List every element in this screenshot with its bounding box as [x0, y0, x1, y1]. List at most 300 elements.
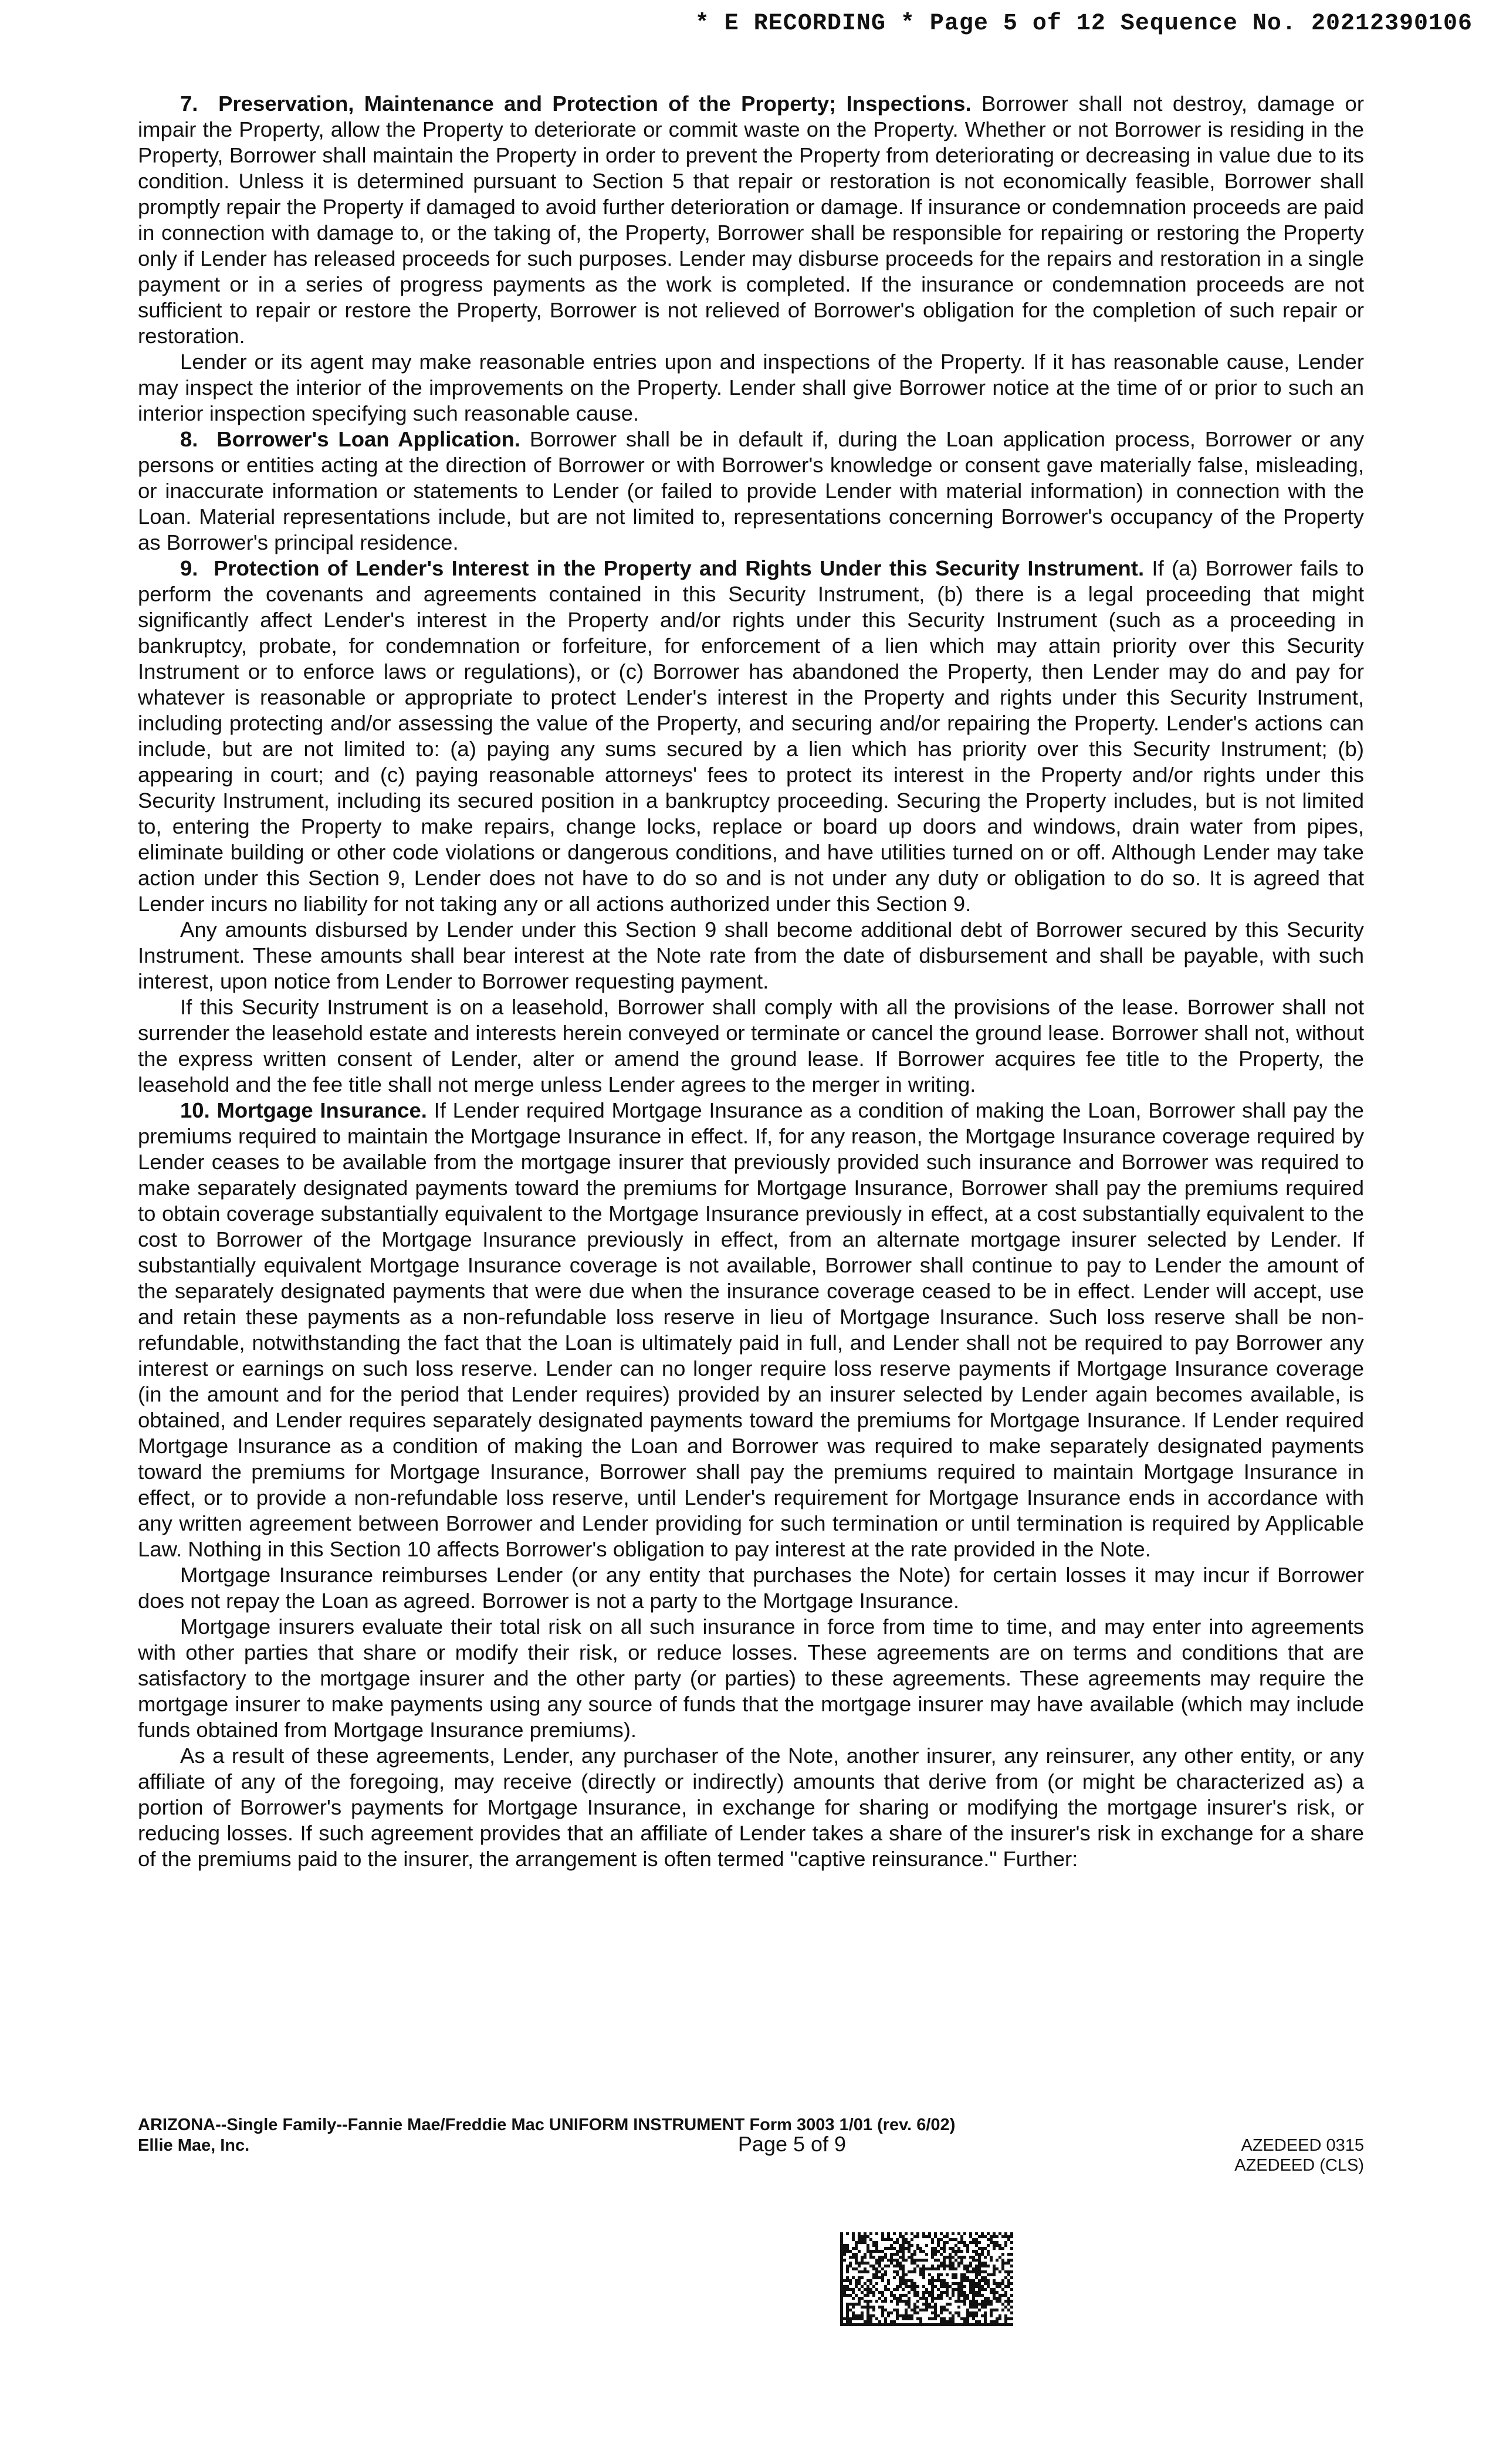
barcode-module	[943, 2241, 946, 2244]
barcode-module	[899, 2282, 902, 2285]
barcode-module	[960, 2241, 963, 2244]
barcode-module	[899, 2256, 902, 2259]
barcode-module	[957, 2323, 960, 2326]
barcode-module	[949, 2320, 952, 2323]
barcode-module	[881, 2291, 884, 2294]
barcode-module	[849, 2294, 852, 2297]
barcode-module	[869, 2279, 872, 2282]
barcode-module	[1004, 2235, 1007, 2238]
barcode-module	[913, 2288, 916, 2291]
section-10-paragraph-4: As a result of these agreements, Lender, any purchaser of the Note, another insurer, any reinsurer, any other entity, or any affiliate of any of the foregoing, may receive (directly or indirectly) amounts that derive from (or might be characterized as) a portion of Borrower's payments for Mortgage Insurance, in exchange for sharing or modifying the mortgage insurer's risk, or reducing losses. If such agreement provides that an affiliate of Lender takes a share of the insurer's risk in exchange for a share of the premiums paid to the insurer, the arrangement is often termed "captive reinsurance." Further:	[138, 1744, 1364, 1871]
barcode-module	[905, 2314, 908, 2317]
barcode-module	[1007, 2297, 1010, 2300]
barcode-module	[861, 2323, 864, 2326]
barcode-module	[966, 2294, 969, 2297]
barcode-module	[1001, 2279, 1004, 2282]
barcode-module	[952, 2262, 955, 2265]
barcode-module	[905, 2303, 908, 2306]
barcode-module	[952, 2323, 955, 2326]
barcode-module	[890, 2244, 893, 2247]
barcode-module	[869, 2238, 872, 2241]
barcode-module	[1001, 2259, 1004, 2262]
barcode-module	[911, 2244, 913, 2247]
barcode-module	[943, 2291, 946, 2294]
barcode-module	[864, 2262, 867, 2265]
barcode-module	[849, 2320, 852, 2323]
barcode-module	[960, 2317, 963, 2320]
barcode-module	[855, 2294, 858, 2297]
barcode-module	[963, 2276, 966, 2279]
barcode-module	[996, 2244, 999, 2247]
barcode-module	[949, 2253, 952, 2256]
section-10-number: 10.	[180, 1098, 210, 1122]
barcode-module	[975, 2259, 978, 2262]
barcode-module	[931, 2256, 934, 2259]
barcode-module	[987, 2300, 990, 2303]
barcode-module	[999, 2232, 1001, 2235]
barcode-module	[916, 2311, 919, 2314]
barcode-module	[875, 2247, 878, 2250]
barcode-module	[884, 2317, 887, 2320]
barcode-module	[987, 2323, 990, 2326]
barcode-module	[934, 2235, 937, 2238]
barcode-module	[896, 2297, 899, 2300]
barcode-module	[890, 2259, 893, 2262]
barcode-module	[957, 2306, 960, 2309]
barcode-module	[896, 2270, 899, 2273]
barcode-module	[913, 2294, 916, 2297]
barcode-module	[960, 2276, 963, 2279]
barcode-module	[846, 2250, 849, 2253]
barcode-module	[840, 2309, 843, 2311]
barcode-module	[911, 2323, 913, 2326]
section-9-text: If (a) Borrower fails to perform the covenants and agreements contained in this Security Instrument, (b) there is a legal proceeding that might significantly affect Lender's interest in the Property and/or rights under this Security Instrument (such as a proceeding in bankruptcy, probate, for condemnation or forfeiture, for enforcement of a lien which may attain priority over this Security Instrument or to enforce laws or regulations), or (c) Borrower has abandoned the Property, then Lender may do and pay for whatever is reasonable or appropriate to protect Lender's interest in the Property and rights under this Security Instrument, including protecting and/or assessing the value of the Property, and securing and/or repairing the Property. Lender's actions can include, but are not limited to: (a) paying any sums secured by a lien which has priority over this Security Instrument; (b) appearing in court; and (c) paying reasonable attorneys' fees to protect its interest in the Property and/or rights under this Security Instrument, including its secured position in a bankruptcy proceeding. Securing the Property includes, but is not limited to, entering the Property to make repairs, change locks, replace or board up doors and windows, drain water from pipes, eliminate building or other code violations or dangerous conditions, and have utilities turned on or off. Although Lender may take action under this Section 9, Lender does not have to do so and is not under any duty or obligation to do so. It is agreed that Lender incurs no liability for not taking any or all actions authorized under this Section 9.	[138, 556, 1364, 916]
barcode-module	[946, 2265, 949, 2267]
barcode-module	[884, 2285, 887, 2288]
barcode-module	[946, 2273, 949, 2276]
barcode-module	[855, 2247, 858, 2250]
barcode-module	[1010, 2323, 1013, 2326]
barcode-module	[934, 2297, 937, 2300]
barcode-module	[869, 2300, 872, 2303]
barcode-module	[966, 2267, 969, 2270]
barcode-module	[993, 2267, 996, 2270]
barcode-module	[931, 2291, 934, 2294]
barcode-module	[925, 2288, 928, 2291]
barcode-module	[957, 2232, 960, 2235]
barcode-module	[867, 2279, 869, 2282]
barcode-module	[966, 2279, 969, 2282]
barcode-module	[893, 2276, 896, 2279]
barcode-module	[896, 2311, 899, 2314]
barcode-module	[922, 2235, 925, 2238]
barcode-module	[1007, 2279, 1010, 2282]
barcode-module	[952, 2320, 955, 2323]
barcode-module	[975, 2265, 978, 2267]
barcode-module	[969, 2303, 972, 2306]
barcode-module	[928, 2282, 931, 2285]
barcode-module	[960, 2282, 963, 2285]
barcode-module	[990, 2259, 993, 2262]
section-7-title: Preservation, Maintenance and Protection of the Property; Inspections.	[218, 92, 972, 116]
barcode-module	[1007, 2323, 1010, 2326]
barcode-module	[969, 2279, 972, 2282]
barcode-module	[949, 2297, 952, 2300]
barcode-module	[978, 2247, 981, 2250]
barcode-module	[937, 2279, 940, 2282]
barcode-module	[846, 2270, 849, 2273]
barcode-module	[1010, 2317, 1013, 2320]
barcode-module	[843, 2294, 846, 2297]
barcode-module	[946, 2285, 949, 2288]
barcode-module	[952, 2250, 955, 2253]
barcode-module	[899, 2297, 902, 2300]
barcode-module	[969, 2300, 972, 2303]
barcode-module	[987, 2282, 990, 2285]
barcode-module	[978, 2256, 981, 2259]
barcode-module	[864, 2270, 867, 2273]
barcode-module	[849, 2288, 852, 2291]
barcode-module	[943, 2265, 946, 2267]
barcode-module	[1004, 2314, 1007, 2317]
barcode-module	[999, 2294, 1001, 2297]
barcode-module	[864, 2323, 867, 2326]
barcode-module	[887, 2314, 890, 2317]
barcode-module	[946, 2256, 949, 2259]
barcode-module	[855, 2267, 858, 2270]
barcode-module	[855, 2259, 858, 2262]
barcode-module	[931, 2253, 934, 2256]
barcode-module	[908, 2314, 911, 2317]
barcode-module	[966, 2309, 969, 2311]
barcode-module	[905, 2247, 908, 2250]
barcode-module	[911, 2314, 913, 2317]
barcode-module	[887, 2282, 890, 2285]
barcode-module	[890, 2311, 893, 2314]
barcode-module	[993, 2282, 996, 2285]
barcode-module	[996, 2317, 999, 2320]
barcode-module	[913, 2270, 916, 2273]
barcode-module	[960, 2235, 963, 2238]
barcode-module	[984, 2314, 987, 2317]
barcode-module	[1004, 2232, 1007, 2235]
barcode-module	[996, 2300, 999, 2303]
barcode-module	[896, 2303, 899, 2306]
barcode-module	[887, 2265, 890, 2267]
barcode-module	[899, 2265, 902, 2267]
barcode-module	[887, 2323, 890, 2326]
barcode-module	[943, 2247, 946, 2250]
barcode-module	[990, 2314, 993, 2317]
section-10-text: If Lender required Mortgage Insurance as a condition of making the Loan, Borrower shall pay the premiums required to maintain the Mortgage Insurance in effect. If, for any reason, the Mortgage Insurance coverage required by Lender ceases to be available from the mortgage insurer that previously provided such insurance and Borrower was required to make separately designated payments toward the premiums for Mortgage Insurance, Borrower shall pay the premiums required to obtain coverage substantially equivalent to the Mortgage Insurance previously in effect, at a cost substantially equivalent to the cost to Borrower of the Mortgage Insurance previously in effect, from an alternate mortgage insurer selected by Lender. If substantially equivalent Mortgage Insurance coverage is not available, Borrower shall continue to pay to Lender the amount of the separately designated payments that were due when the insurance coverage ceased to be in effect. Lender will accept, use and retain these payments as a non-refundable loss reserve in lieu of Mortgage Insurance. Such loss reserve shall be non-refundable, notwithstanding the fact that the Loan is ultimately paid in full, and Lender shall not be required to pay Borrower any interest or earnings on such loss reserve. Lender can no longer require loss reserve payments if Mortgage Insurance coverage (in the amount and for the period that Lender requires) provided by an insurer selected by Lender again becomes available, is obtained, and Lender requires separately designated payments toward the premiums for Mortgage Insurance. If Lender required Mortgage Insurance as a condition of making the Loan and Borrower was required to make separately designated payments toward the premiums for Mortgage Insurance, Borrower shall pay the premiums required to maintain Mortgage Insurance in effect, or to provide a non-refundable loss reserve, until Lender's requirement for Mortgage Insurance ends in accordance with any written agreement between Borrower and Lender providing for such termination or until termination is required by Applicable Law. Nothing in this Section 10 affects Borrower's obligation to pay interest at the rate provided in the Note.	[138, 1098, 1364, 1561]
barcode-module	[928, 2303, 931, 2306]
barcode-module	[867, 2294, 869, 2297]
barcode-module	[908, 2297, 911, 2300]
barcode-module	[864, 2235, 867, 2238]
barcode-module	[869, 2250, 872, 2253]
barcode-module	[925, 2303, 928, 2306]
barcode-module	[878, 2256, 881, 2259]
barcode-module	[884, 2297, 887, 2300]
barcode-module	[1007, 2262, 1010, 2265]
barcode-module	[972, 2238, 975, 2241]
barcode-module	[867, 2311, 869, 2314]
barcode-module	[855, 2253, 858, 2256]
barcode-module	[975, 2320, 978, 2323]
barcode-module	[957, 2294, 960, 2297]
barcode-module	[849, 2317, 852, 2320]
barcode-module	[881, 2306, 884, 2309]
barcode-module	[987, 2253, 990, 2256]
barcode-module	[884, 2300, 887, 2303]
barcode-module	[922, 2303, 925, 2306]
barcode-module	[908, 2285, 911, 2288]
barcode-module	[978, 2259, 981, 2262]
barcode-module	[943, 2235, 946, 2238]
barcode-module	[972, 2259, 975, 2262]
barcode-module	[849, 2256, 852, 2259]
barcode-module	[861, 2276, 864, 2279]
barcode-module	[908, 2291, 911, 2294]
barcode-module	[869, 2253, 872, 2256]
barcode-module	[869, 2323, 872, 2326]
barcode-module	[887, 2288, 890, 2291]
barcode-module	[896, 2253, 899, 2256]
barcode-module	[875, 2276, 878, 2279]
barcode-module	[978, 2291, 981, 2294]
barcode-module	[960, 2250, 963, 2253]
barcode-module	[890, 2262, 893, 2265]
barcode-module	[969, 2314, 972, 2317]
barcode-module	[861, 2291, 864, 2294]
barcode-module	[864, 2256, 867, 2259]
barcode-module	[931, 2317, 934, 2320]
barcode-module	[849, 2262, 852, 2265]
barcode-module	[1004, 2317, 1007, 2320]
barcode-module	[1001, 2288, 1004, 2291]
section-9-number: 9.	[180, 556, 198, 580]
barcode-module	[963, 2273, 966, 2276]
barcode-module	[928, 2291, 931, 2294]
barcode-module	[840, 2323, 843, 2326]
barcode-module	[884, 2323, 887, 2326]
barcode-module	[858, 2235, 861, 2238]
barcode-module	[943, 2244, 946, 2247]
barcode-module	[849, 2279, 852, 2282]
barcode-module	[931, 2306, 934, 2309]
barcode-module	[840, 2276, 843, 2279]
barcode-module	[949, 2256, 952, 2259]
barcode-module	[899, 2300, 902, 2303]
barcode-module	[887, 2238, 890, 2241]
barcode-module	[922, 2291, 925, 2294]
barcode-module	[919, 2273, 922, 2276]
barcode-module	[852, 2291, 855, 2294]
barcode-module	[937, 2244, 940, 2247]
barcode-module	[913, 2303, 916, 2306]
barcode-module	[975, 2238, 978, 2241]
barcode-module	[913, 2306, 916, 2309]
barcode-module	[972, 2306, 975, 2309]
barcode-module	[872, 2291, 875, 2294]
barcode-module	[1010, 2300, 1013, 2303]
barcode-module	[872, 2244, 875, 2247]
barcode-module	[867, 2270, 869, 2273]
barcode-module	[981, 2300, 984, 2303]
barcode-module	[996, 2282, 999, 2285]
barcode-module	[872, 2294, 875, 2297]
barcode-module	[972, 2282, 975, 2285]
document-body	[138, 91, 1364, 1872]
barcode-module	[867, 2314, 869, 2317]
section-10-title: Mortgage Insurance.	[216, 1098, 427, 1122]
barcode-module	[902, 2300, 905, 2303]
barcode-module	[996, 2323, 999, 2326]
barcode-module	[931, 2241, 934, 2244]
barcode-module	[957, 2288, 960, 2291]
barcode-module	[987, 2232, 990, 2235]
barcode-module	[957, 2282, 960, 2285]
barcode-module	[858, 2300, 861, 2303]
barcode-module	[957, 2297, 960, 2300]
barcode-module	[943, 2309, 946, 2311]
barcode-module	[990, 2323, 993, 2326]
barcode-module	[969, 2285, 972, 2288]
barcode-module	[911, 2253, 913, 2256]
barcode-module	[858, 2262, 861, 2265]
barcode-module	[937, 2297, 940, 2300]
barcode-module	[919, 2320, 922, 2323]
barcode-module	[955, 2273, 957, 2276]
barcode-module	[952, 2288, 955, 2291]
barcode-module	[878, 2262, 881, 2265]
barcode-module	[858, 2297, 861, 2300]
barcode-module	[911, 2282, 913, 2285]
barcode-module	[940, 2262, 943, 2265]
barcode-module	[931, 2294, 934, 2297]
barcode-module	[899, 2262, 902, 2265]
barcode-module	[963, 2244, 966, 2247]
barcode-module	[928, 2273, 931, 2276]
barcode-module	[855, 2241, 858, 2244]
barcode-module	[916, 2317, 919, 2320]
barcode-module	[899, 2279, 902, 2282]
barcode-module	[949, 2285, 952, 2288]
barcode-module	[937, 2267, 940, 2270]
barcode-module	[922, 2265, 925, 2267]
barcode-module	[905, 2323, 908, 2326]
barcode-module	[984, 2265, 987, 2267]
barcode-module	[858, 2250, 861, 2253]
barcode-module	[855, 2285, 858, 2288]
barcode-module	[981, 2279, 984, 2282]
barcode-module	[984, 2297, 987, 2300]
barcode-module	[960, 2273, 963, 2276]
barcode-module	[884, 2270, 887, 2273]
barcode-module	[987, 2238, 990, 2241]
barcode-module	[858, 2323, 861, 2326]
barcode-module	[975, 2250, 978, 2253]
barcode-module	[952, 2317, 955, 2320]
barcode-module	[990, 2241, 993, 2244]
barcode-module	[937, 2294, 940, 2297]
barcode-module	[846, 2265, 849, 2267]
barcode-module	[864, 2320, 867, 2323]
barcode-module	[987, 2303, 990, 2306]
barcode-module	[960, 2300, 963, 2303]
barcode-module	[975, 2273, 978, 2276]
barcode-module	[908, 2241, 911, 2244]
barcode-module	[978, 2262, 981, 2265]
barcode-module	[972, 2291, 975, 2294]
barcode-module	[957, 2291, 960, 2294]
barcode-module	[849, 2323, 852, 2326]
barcode-module	[913, 2282, 916, 2285]
barcode-module	[957, 2300, 960, 2303]
barcode-module	[1007, 2300, 1010, 2303]
barcode-module	[875, 2273, 878, 2276]
barcode-module	[849, 2303, 852, 2306]
barcode-module	[978, 2285, 981, 2288]
barcode-module	[916, 2265, 919, 2267]
barcode-module	[931, 2276, 934, 2279]
barcode-module	[916, 2232, 919, 2235]
barcode-module	[931, 2267, 934, 2270]
barcode-module	[1010, 2276, 1013, 2279]
barcode-module	[1001, 2282, 1004, 2285]
barcode-module	[931, 2311, 934, 2314]
barcode-module	[966, 2314, 969, 2317]
barcode-module	[999, 2282, 1001, 2285]
barcode-module	[861, 2256, 864, 2259]
barcode-module	[875, 2270, 878, 2273]
barcode-module	[878, 2270, 881, 2273]
barcode-module	[978, 2288, 981, 2291]
barcode-module	[981, 2265, 984, 2267]
section-8-title: Borrower's Loan Application.	[216, 427, 520, 451]
barcode-module	[937, 2273, 940, 2276]
barcode-module	[1001, 2323, 1004, 2326]
barcode-module	[993, 2247, 996, 2250]
barcode-module	[840, 2294, 843, 2297]
barcode-module	[925, 2253, 928, 2256]
barcode-module	[963, 2294, 966, 2297]
barcode-module	[940, 2232, 943, 2235]
barcode-module	[934, 2250, 937, 2253]
barcode-module	[861, 2262, 864, 2265]
barcode-module	[899, 2314, 902, 2317]
barcode-module	[1010, 2232, 1013, 2235]
barcode-module	[902, 2267, 905, 2270]
barcode-module	[955, 2311, 957, 2314]
barcode-module	[981, 2232, 984, 2235]
barcode-module	[987, 2285, 990, 2288]
barcode-module	[913, 2250, 916, 2253]
barcode-module	[960, 2285, 963, 2288]
barcode-module	[1010, 2311, 1013, 2314]
barcode-module	[960, 2238, 963, 2241]
barcode-module	[981, 2294, 984, 2297]
barcode-module	[955, 2300, 957, 2303]
barcode-module	[875, 2267, 878, 2270]
barcode-module	[858, 2276, 861, 2279]
barcode-module	[852, 2314, 855, 2317]
barcode-module	[940, 2273, 943, 2276]
barcode-module	[981, 2235, 984, 2238]
barcode-module	[899, 2276, 902, 2279]
barcode-module	[913, 2285, 916, 2288]
barcode-module	[963, 2320, 966, 2323]
